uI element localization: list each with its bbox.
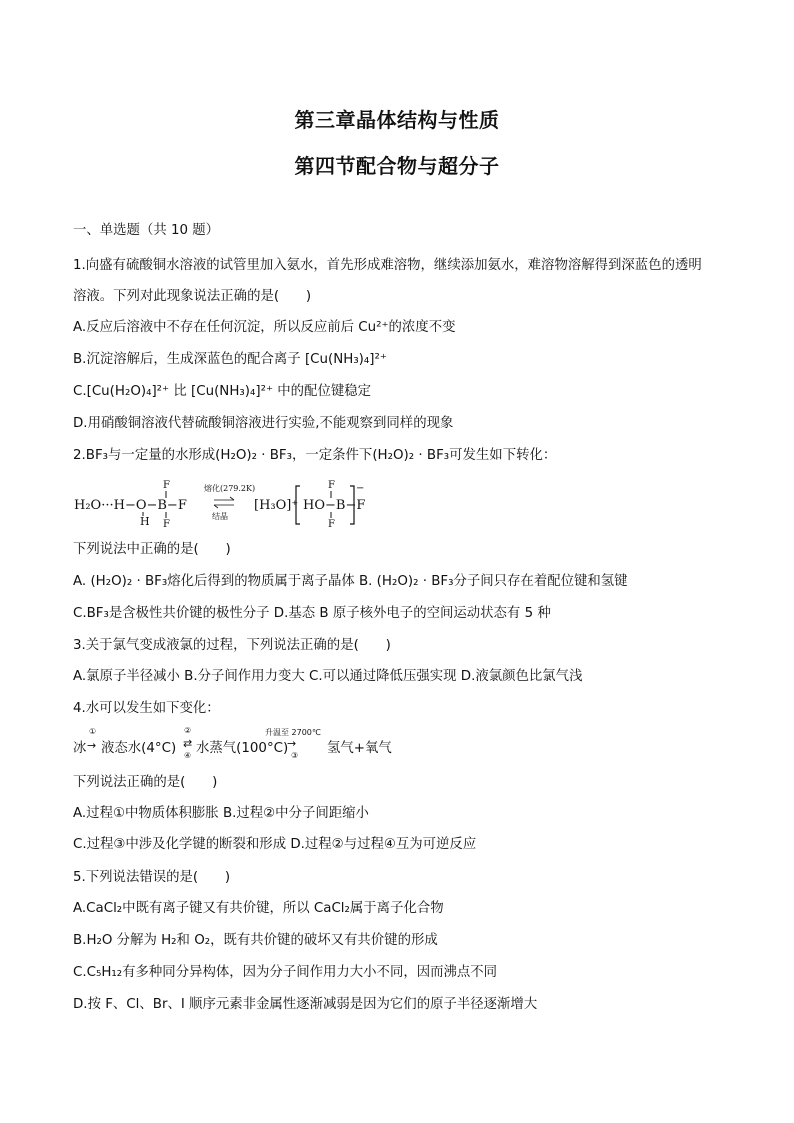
q2-stem: 2.BF₃与一定量的水形成(H₂O)₂ · BF₃，一定条件下(H₂O)₂ · BF₃可发生如下转化： xyxy=(73,448,557,463)
q4-arrow1: → xyxy=(87,739,97,752)
q4-step1: ① xyxy=(89,727,97,736)
q4-ice: 冰 xyxy=(73,741,87,756)
q5-option-a: A.CaCl₂中既有离子键又有共价键，所以 CaCl₂属于离子化合物 xyxy=(73,901,444,916)
anion-f-top: F xyxy=(328,480,335,491)
q4-transformation-scheme xyxy=(73,727,433,767)
q2-options-ab: A. (H₂O)₂ · BF₃熔化后得到的物质属于离子晶体 B. (H₂O)₂ · BF₃分子间只存在着配位键和氢键 xyxy=(73,574,628,589)
q5-option-c: C.C₅H₁₂有多种同分异构体，因为分子间作用力大小不同，因而沸点不同 xyxy=(73,965,498,980)
q4-step4: ④ xyxy=(184,751,192,760)
q2-question: 下列说法中正确的是( ) xyxy=(73,542,231,557)
product-cation: [H₃O]⁺ xyxy=(254,498,299,513)
q4-step3: ③ xyxy=(291,751,299,760)
anion-f-bottom: F xyxy=(328,519,335,530)
q4-options-ab: A.过程①中物质体积膨胀 B.过程②中分子间距缩小 xyxy=(73,806,369,821)
anion-charge: − xyxy=(356,483,365,494)
part-header: 一、单选题（共 10 题） xyxy=(73,223,220,238)
formula-f-top: F xyxy=(163,480,170,491)
q4-stem: 4.水可以发生如下变化： xyxy=(73,701,220,716)
chapter-title: 第三章晶体结构与性质 xyxy=(294,108,500,132)
q3-stem: 3.关于氯气变成液氯的过程，下列说法正确的是( ) xyxy=(73,638,391,653)
q4-arrow3: → xyxy=(287,737,297,750)
formula-f-bottom: F xyxy=(163,519,170,530)
arrow-top-label: 熔化(279.2K) xyxy=(204,484,256,493)
q4-heat-label: 升温至 2700℃ xyxy=(265,728,321,737)
q4-steam: 水蒸气(100°C) xyxy=(196,741,289,756)
q3-options: A.氯原子半径减小 B.分子间作用力变大 C.可以通过降低压强实现 D.液氯颜色比氯气浅 xyxy=(73,669,583,684)
q4-question: 下列说法正确的是( ) xyxy=(73,775,218,790)
q1-option-c: C.[Cu(H₂O)₄]²⁺ 比 [Cu(NH₃)₄]²⁺ 中的配位键稳定 xyxy=(73,384,372,399)
q5-option-b: B.H₂O 分解为 H₂和 O₂，既有共价键的破坏又有共价键的形成 xyxy=(73,933,438,948)
q4-step2: ② xyxy=(184,726,192,735)
q4-eq-arrow: ⇄ xyxy=(183,737,193,750)
q1-stem-line1: 1.向盛有硫酸铜水溶液的试管里加入氨水，首先形成难溶物，继续添加氨水，难溶物溶解得到深蓝色的透明 xyxy=(73,258,702,273)
q2-options-cd: C.BF₃是含极性共价键的极性分子 D.基态 B 原子核外电子的空间运动状态有 5 种 xyxy=(73,606,551,621)
q5-option-d: D.按 F、Cl、Br、I 顺序元素非金属性逐渐减弱是因为它们的原子半径逐渐增大 xyxy=(73,997,538,1012)
q5-stem: 5.下列说法错误的是( ) xyxy=(73,870,231,885)
q1-option-b: B.沉淀溶解后，生成深蓝色的配合离子 [Cu(NH₃)₄]²⁺ xyxy=(73,352,387,367)
product-anion: HO−B−F xyxy=(303,498,366,513)
q1-option-a: A.反应后溶液中不存在任何沉淀，所以反应前后 Cu²⁺的浓度不变 xyxy=(73,320,456,335)
q1-stem-line2: 溶液。下列对此现象说法正确的是( ) xyxy=(73,289,312,304)
q4-options-cd: C.过程③中涉及化学键的断裂和形成 D.过程②与过程④互为可逆反应 xyxy=(73,837,477,852)
q2-reaction-diagram xyxy=(72,478,372,530)
q4-products: 氢气+氧气 xyxy=(327,741,392,756)
formula-h-bottom: H xyxy=(140,515,150,528)
q1-option-d: D.用硝酸铜溶液代替硫酸铜溶液进行实验,不能观察到同样的现象 xyxy=(73,416,454,431)
section-title: 第四节配合物与超分子 xyxy=(294,154,500,178)
arrow-bottom-label: 结晶 xyxy=(212,512,228,521)
formula-left: H₂O···H−O−B−F xyxy=(74,498,187,513)
q4-liquid: 液态水(4°C) xyxy=(101,741,177,756)
